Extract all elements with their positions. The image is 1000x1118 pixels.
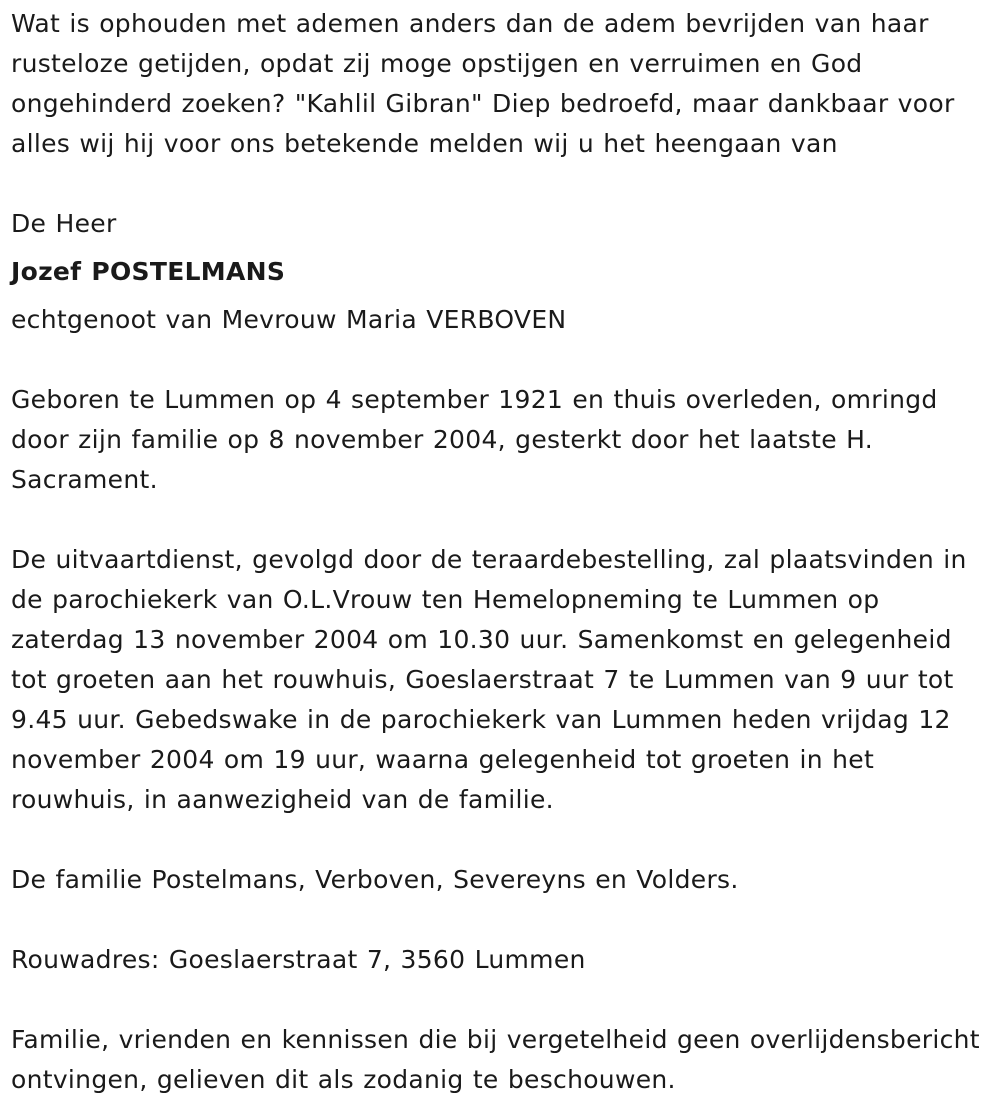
spacer (11, 900, 995, 940)
intro-paragraph: Wat is ophouden met ademen anders dan de adem bevrijden van haar rusteloze getijden, opdat zij moge opstijgen en verruimen en God ongehinderd zoeken? "Kahlil Gibran" Diep bedroefd, maar dankbaar voor alles wij hij voor ons betekende melden wij u het heengaan van (11, 9, 955, 158)
spacer (11, 820, 995, 860)
birth-death-paragraph: Geboren te Lummen op 4 september 1921 en thuis overleden, omringd door zijn familie op 8 november 2004, gesterkt door het laatste H. Sacrament. (11, 385, 938, 494)
obituary-notice (11, 4, 995, 1100)
mourning-address: Rouwadres: Goeslaerstraat 7, 3560 Lummen (11, 945, 586, 974)
spacer (11, 340, 995, 380)
deceased-name: Jozef POSTELMANS (11, 257, 286, 286)
family-line: De familie Postelmans, Verboven, Severeyns en Volders. (11, 865, 739, 894)
spouse-line: echtgenoot van Mevrouw Maria VERBOVEN (11, 305, 567, 334)
spacer (11, 164, 995, 204)
spacer (11, 980, 995, 1020)
spacer (11, 500, 995, 540)
salutation: De Heer (11, 209, 117, 238)
closing-paragraph: Familie, vrienden en kennissen die bij vergetelheid geen overlijdensbericht ontvingen, gelieven dit als zodanig te beschouwen. (11, 1025, 980, 1094)
service-details-paragraph: De uitvaartdienst, gevolgd door de teraardebestelling, zal plaatsvinden in de parochiekerk van O.L.Vrouw ten Hemelopneming te Lummen op zaterdag 13 november 2004 om 10.30 uur. Samenkomst en gelegenheid tot groeten aan het rouwhuis, Goeslaerstraat 7 te Lummen van 9 uur tot 9.45 uur. Gebedswake in de parochiekerk van Lummen heden vrijdag 12 november 2004 om 19 uur, waarna gelegenheid tot groeten in het rouwhuis, in aanwezigheid van de familie. (11, 545, 967, 814)
